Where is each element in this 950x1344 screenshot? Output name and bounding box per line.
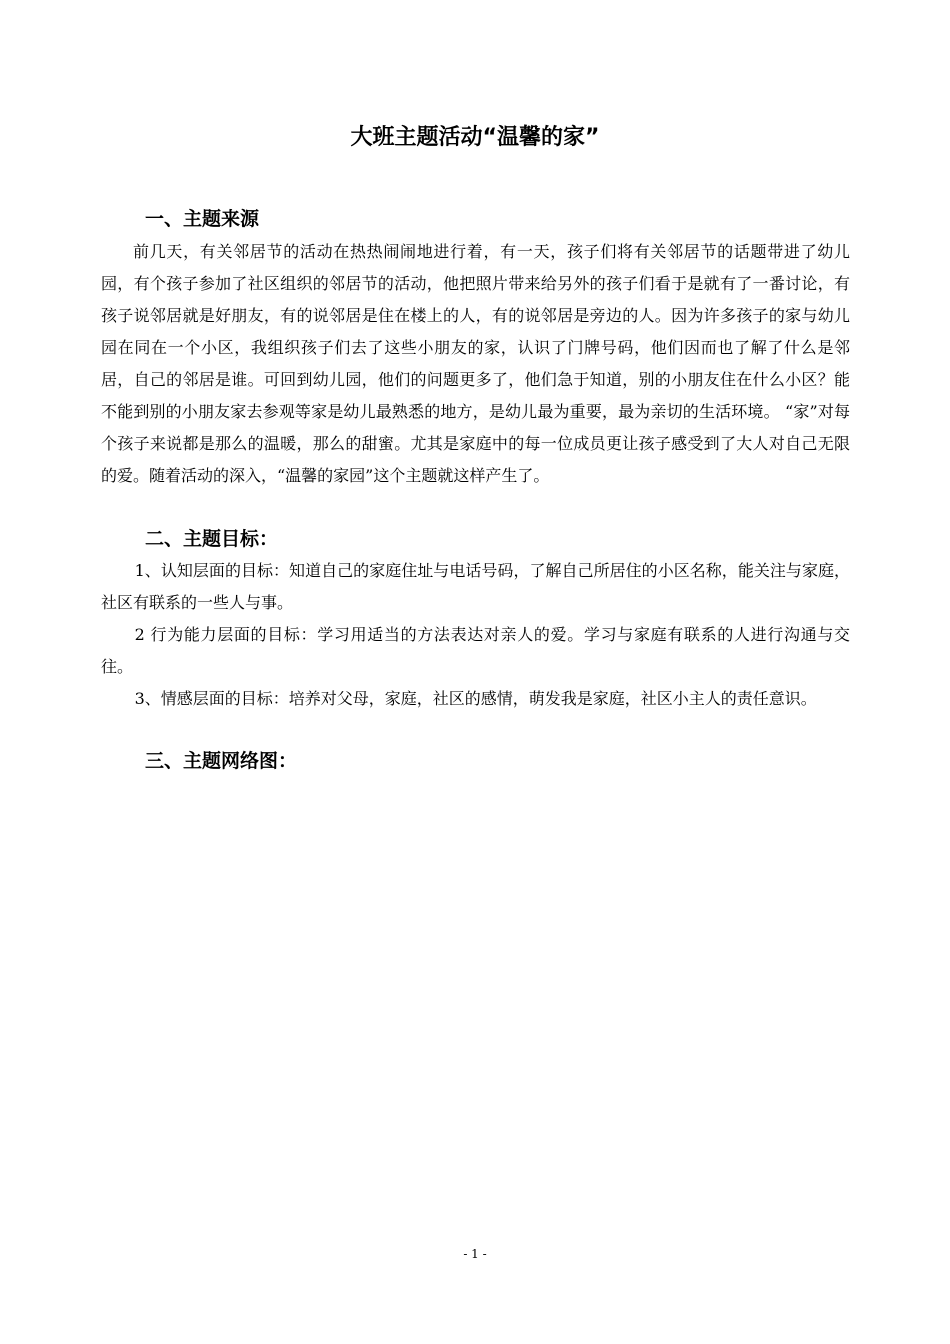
page-number: - 1 -	[463, 1247, 487, 1261]
section-heading-source: 一、主题来源	[145, 208, 260, 230]
section-heading-network: 三、主题网络图：	[145, 750, 298, 772]
paragraph-goal-behavior: 2 行为能力层面的目标：学习用适当的方法表达对亲人的爱。学习与家庭有联系的人进行沟通与交往。	[101, 625, 850, 676]
paragraph-goal-cognitive: 1、认知层面的目标：知道自己的家庭住址与电话号码，了解自己所居住的小区名称，能关注与家庭，社区有联系的一些人与事。	[101, 561, 850, 612]
paragraph-goal-emotion: 3、情感层面的目标：培养对父母，家庭，社区的感情，萌发我是家庭，社区小主人的责任意识。	[134, 689, 817, 708]
paragraph-source: 前几天，有关邻居节的活动在热热闹闹地进行着，有一天，孩子们将有关邻居节的话题带进了幼儿园，有个孩子参加了社区组织的邻居节的活动，他把照片带来给另外的孩子们看于是就有了一番讨论，有孩子说邻居就是好朋友，有的说邻居是住在楼上的人，有的说邻居是旁边的人。因为许多孩子的家与幼儿园在同在一个小区，我组织孩子们去了这些小朋友的家，认识了门牌号码，他们因而也了解了什么是邻居，自己的邻居是谁。可回到幼儿园，他们的问题更多了，他们急于知道，别的小朋友住在什么小区？能不能到别的小朋友家去参观等家是幼儿最熟悉的地方，是幼儿最为重要，最为亲切的生活环境。 “家”对每个孩子来说都是那么的温暖，那么的甜蜜。尤其是家庭中的每一位成员更让孩子感受到了大人对自己无限的爱。随着活动的深入，“温馨的家园”这个主题就这样产生了。	[101, 242, 850, 485]
document-title: 大班主题活动“温馨的家”	[350, 125, 600, 150]
section-heading-goals: 二、主题目标：	[145, 528, 279, 550]
